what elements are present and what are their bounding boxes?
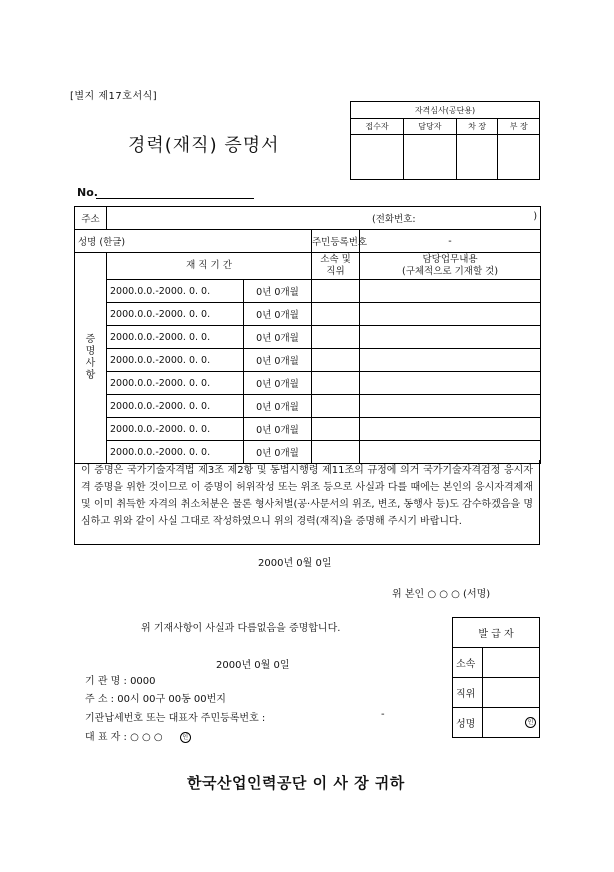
issuer-title: 발 급 자 — [453, 618, 540, 648]
table-row — [75, 349, 541, 372]
certify-text: 위 기재사항이 사실과 다름없음을 증명합니다. — [141, 623, 341, 634]
review-sign-handler[interactable] — [403, 135, 456, 180]
duty-cell[interactable] — [360, 280, 541, 303]
issuer-name-field[interactable] — [482, 708, 539, 738]
duty-cell[interactable] — [360, 303, 541, 326]
review-col-manager: 부 장 — [498, 119, 540, 135]
period-range: 2000.0.0.-2000. 0. 0. — [107, 441, 244, 464]
org-representative: 대 표 자 : ○ ○ ○ 인 — [85, 728, 191, 743]
statement-text: 이 증명은 국가기술자격법 제3조 제2항 및 동법시행령 제11조의 규정에 의거 국가기술자격검정 응시자격 증명을 위한 것이므로 이 증명이 허위작성 또는 위조 등으로 사실과 다를 때에는 본인의 응시자격제재 및 이미 취득한 자격의 취소처분은 물론 형사처벌(공·사문서의 위조, 변조, 동행사 등)도 감수하겠음을 명심하고 위와 같이 사실 그대로 작성하였으니 위의 경력(재직)을 증명해 주시기 바랍니다. — [74, 460, 540, 545]
period-range: 2000.0.0.-2000. 0. 0. — [107, 349, 244, 372]
review-sign-receiver[interactable] — [351, 135, 404, 180]
rrn-field[interactable] — [360, 230, 541, 253]
proof-label: 증 명 사 항 — [75, 253, 107, 464]
period-duration: 0년 0개월 — [244, 349, 312, 372]
period-range: 2000.0.0.-2000. 0. 0. — [107, 372, 244, 395]
table-row — [75, 418, 541, 441]
org-id-dash: - — [381, 709, 385, 720]
period-range: 2000.0.0.-2000. 0. 0. — [107, 280, 244, 303]
addressee: 한국산업인력공단 이 사 장 귀하 — [187, 774, 405, 792]
duty-header: 담당업무내용 (구체적으로 기재할 것) — [360, 253, 541, 280]
issue-date: 2000년 0월 0일 — [216, 660, 290, 671]
period-range: 2000.0.0.-2000. 0. 0. — [107, 303, 244, 326]
org-address: 주 소 : 00시 00구 00동 00번지 — [85, 694, 226, 705]
period-duration: 0년 0개월 — [244, 303, 312, 326]
name-field[interactable] — [75, 230, 312, 253]
address-label: 주소 — [75, 207, 107, 230]
applicant-signature: 위 본인 ○ ○ ○ (서명) — [392, 589, 491, 600]
review-sign-manager[interactable] — [498, 135, 540, 180]
period-duration: 0년 0개월 — [244, 326, 312, 349]
table-row — [75, 395, 541, 418]
review-col-handler: 담당자 — [403, 119, 456, 135]
table-row — [75, 372, 541, 395]
duty-cell[interactable] — [360, 418, 541, 441]
table-row — [75, 326, 541, 349]
period-range: 2000.0.0.-2000. 0. 0. — [107, 395, 244, 418]
doc-number-field[interactable] — [96, 198, 254, 199]
dept-position-header: 소속 및 직위 — [312, 253, 360, 280]
dept-cell[interactable] — [312, 326, 360, 349]
name-label: 성명 (한글) — [78, 237, 126, 248]
period-duration: 0년 0개월 — [244, 280, 312, 303]
phone-label: (전화번호: — [372, 214, 416, 225]
duty-cell[interactable] — [360, 349, 541, 372]
applicant-date: 2000년 0월 0일 — [258, 558, 332, 569]
document-title: 경력(재직) 증명서 — [128, 135, 280, 156]
phone-close: ) — [533, 211, 538, 222]
org-id-label: 기관납세번호 또는 대표자 주민등록번호 : — [85, 713, 266, 724]
period-header: 재 직 기 간 — [107, 253, 312, 280]
issuer-name-label: 성명 — [453, 708, 483, 738]
duty-cell[interactable] — [360, 372, 541, 395]
table-row — [75, 303, 541, 326]
seal-icon: 인 — [180, 732, 191, 743]
dept-cell[interactable] — [312, 280, 360, 303]
org-name: 기 관 명 : 0000 — [85, 676, 156, 687]
issuer-dept-field[interactable] — [482, 648, 539, 678]
review-box — [350, 101, 540, 180]
rrn-label: 주민등록번호 — [312, 230, 360, 253]
dept-cell[interactable] — [312, 349, 360, 372]
review-col-receiver: 접수자 — [351, 119, 404, 135]
address-field[interactable] — [107, 207, 541, 230]
issuer-position-label: 직위 — [453, 678, 483, 708]
duty-cell[interactable] — [360, 326, 541, 349]
dept-cell[interactable] — [312, 395, 360, 418]
seal-icon: 인 — [525, 717, 536, 728]
period-duration: 0년 0개월 — [244, 372, 312, 395]
duty-cell[interactable] — [360, 395, 541, 418]
rrn-dash: - — [448, 235, 452, 247]
issuer-position-field[interactable] — [482, 678, 539, 708]
review-box-title: 자격심사(공단용) — [351, 102, 540, 119]
period-duration: 0년 0개월 — [244, 418, 312, 441]
period-duration: 0년 0개월 — [244, 395, 312, 418]
doc-number-label: No. — [77, 186, 98, 199]
issuer-dept-label: 소속 — [453, 648, 483, 678]
review-sign-deputy[interactable] — [456, 135, 498, 180]
form-number: [별지 제17호서식] — [70, 91, 158, 102]
period-range: 2000.0.0.-2000. 0. 0. — [107, 326, 244, 349]
dept-cell[interactable] — [312, 418, 360, 441]
career-table — [74, 206, 541, 464]
table-row — [75, 280, 541, 303]
review-col-deputy: 차 장 — [456, 119, 498, 135]
period-duration: 0년 0개월 — [244, 441, 312, 464]
dept-cell[interactable] — [312, 372, 360, 395]
issuer-box — [452, 617, 540, 738]
dept-cell[interactable] — [312, 303, 360, 326]
period-range: 2000.0.0.-2000. 0. 0. — [107, 418, 244, 441]
